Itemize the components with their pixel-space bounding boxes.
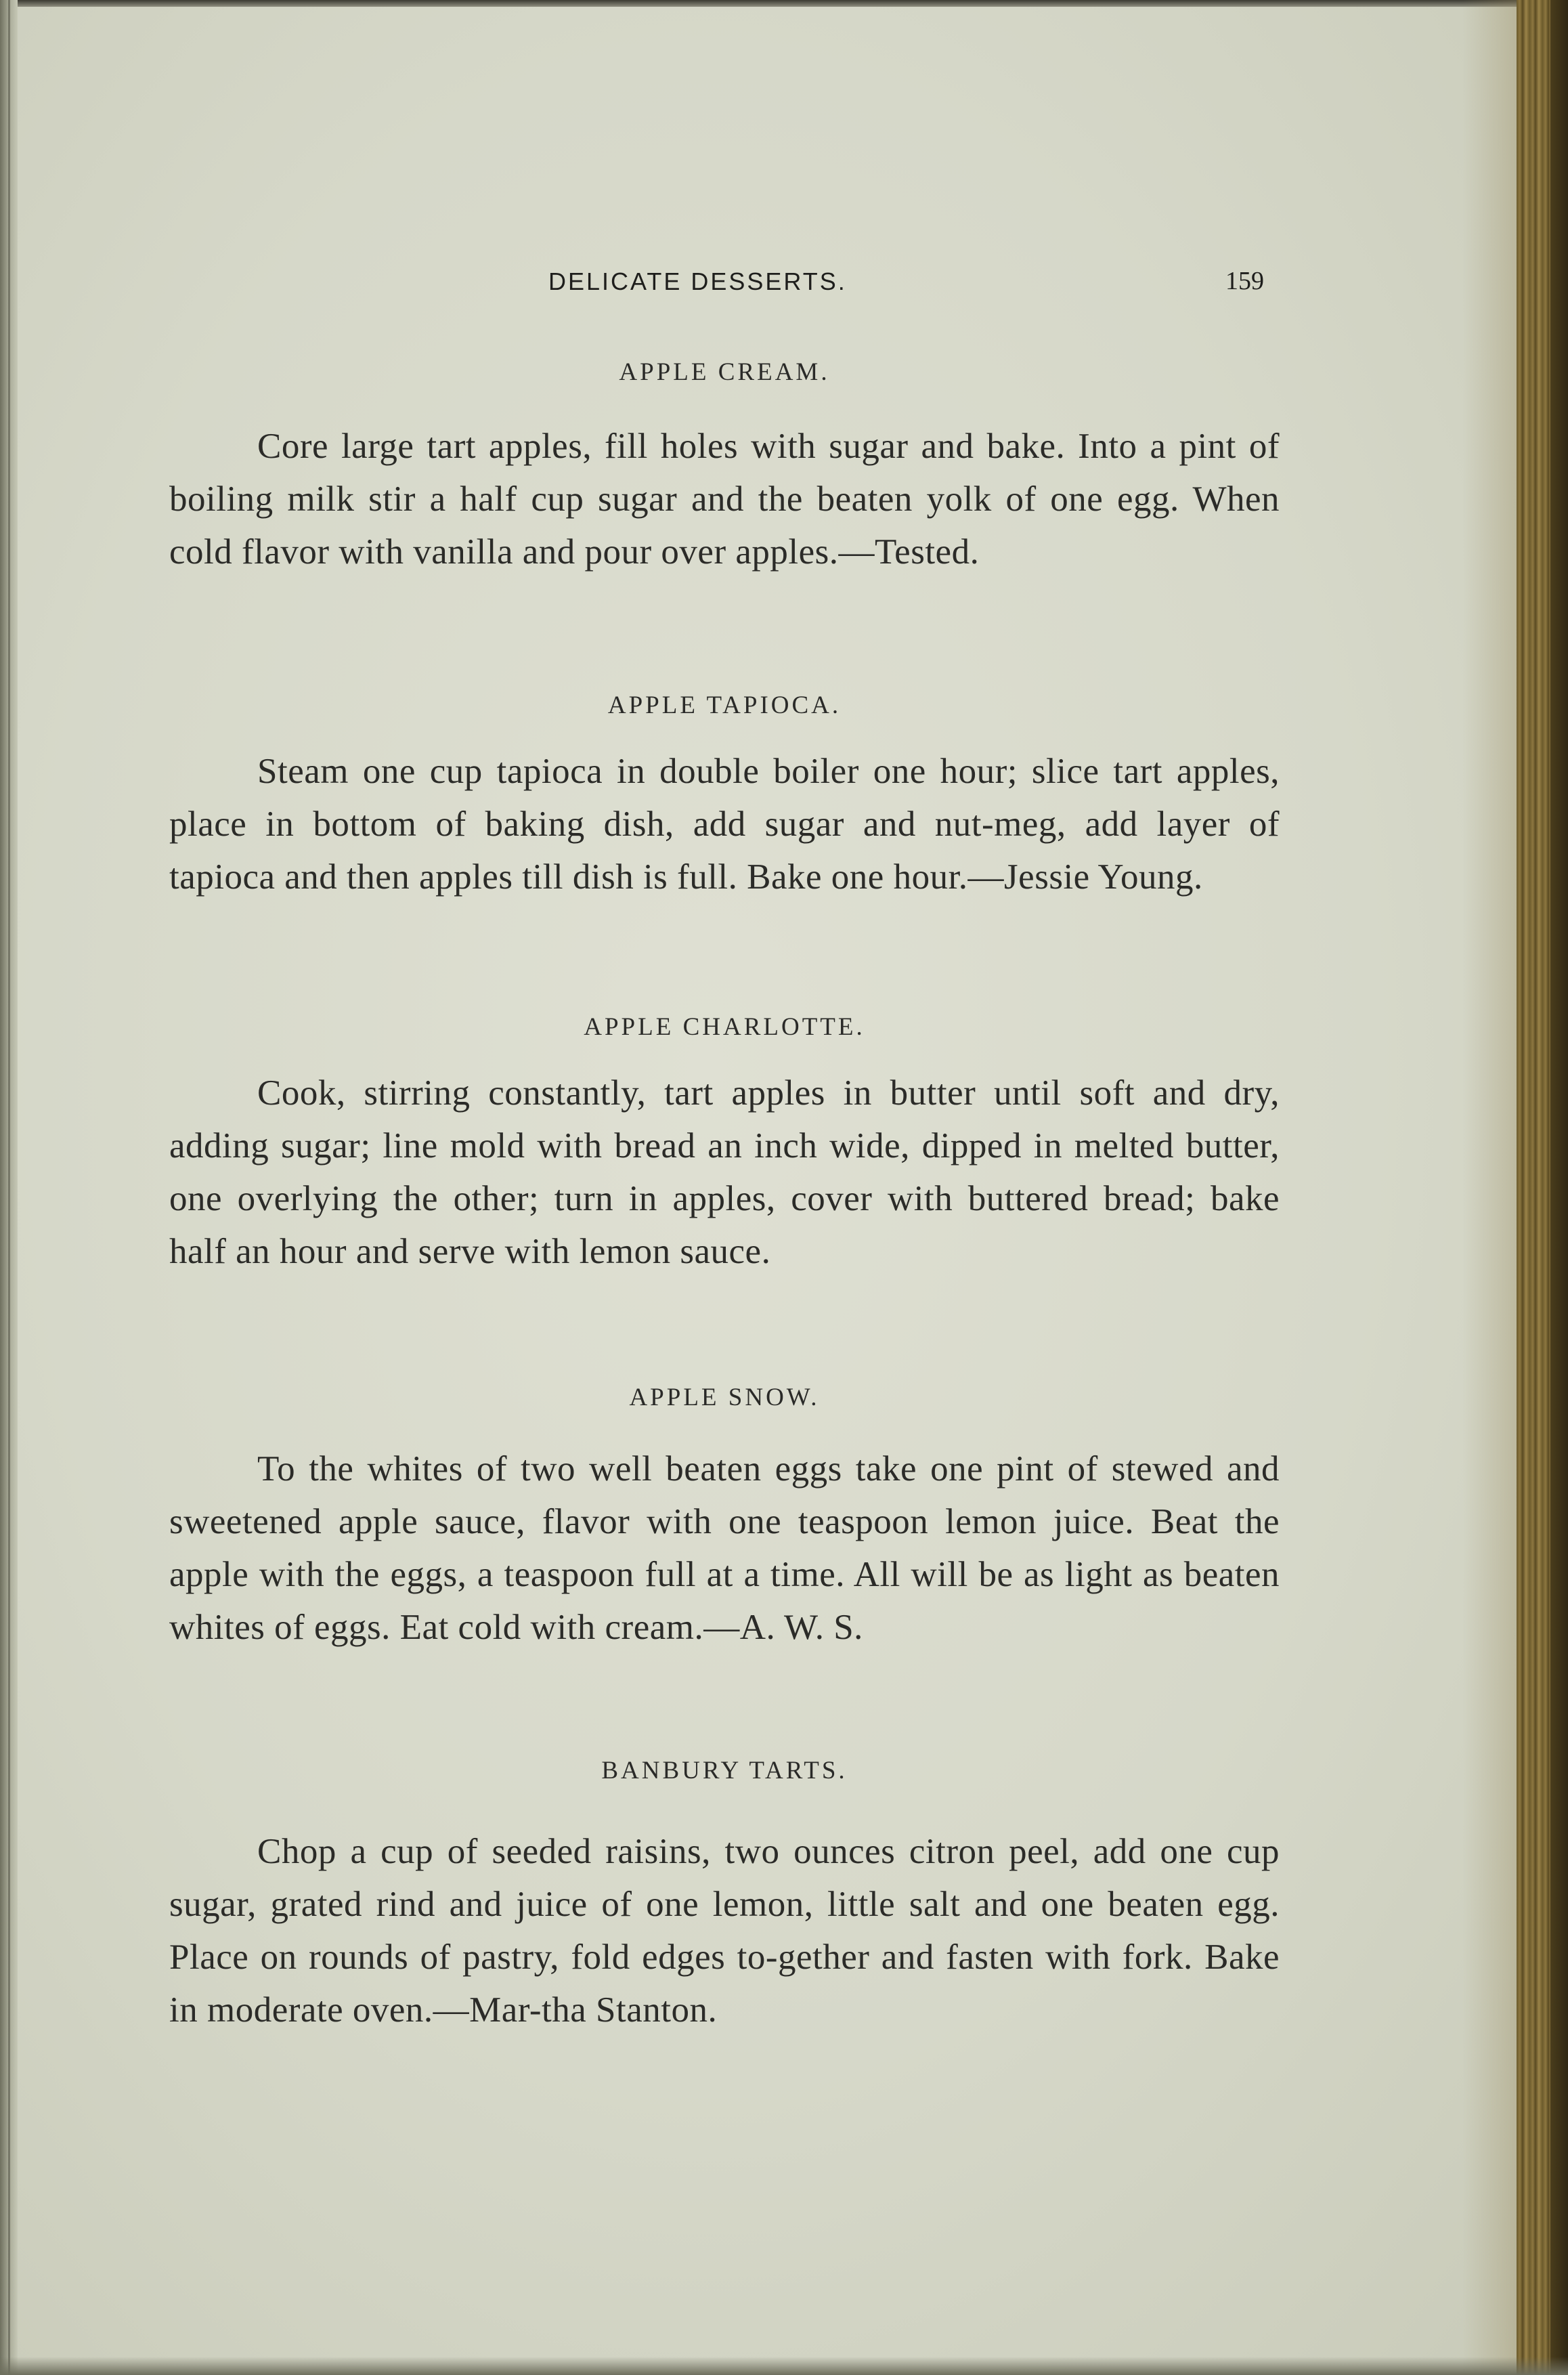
running-head: DELICATE DESSERTS. [548, 268, 847, 295]
recipe-title-apple-snow: APPLE SNOW. [629, 1384, 820, 1411]
recipe-body-banbury-tarts: Chop a cup of seeded raisins, two ounces citron peel, add one cup sugar, grated rind and juice of one lemon, little salt and one beaten egg. Place on rounds of pastry, fold edges to-gether and fasten with fork. Bake in moderate oven.—Mar-tha Stanton. [169, 1832, 1280, 2030]
page-left-binding-line [8, 0, 10, 2375]
page-number: 159 [1225, 267, 1264, 295]
page-bottom-edge [0, 2357, 1568, 2375]
recipe-title-apple-tapioca: APPLE TAPIOCA. [607, 691, 842, 719]
recipe-body-apple-snow: To the whites of two well beaten eggs take one pint of stewed and sweetened apple sauce, flavor with one teaspoon lemon juice. Beat the apple with the eggs, a teaspoon full at a time. All will be as light as beaten whites of eggs. Eat cold with cream.—A. W. S. [169, 1449, 1280, 1647]
recipe-title-apple-charlotte: APPLE CHARLOTTE. [584, 1013, 865, 1041]
page-top-edge [0, 0, 1568, 7]
book-spine-dark-edge [1550, 0, 1568, 2375]
recipe-body-apple-charlotte: Cook, stirring constantly, tart apples in butter until soft and dry, adding sugar; line mold with bread an inch wide, dipped in melted butter, one overlying the other; turn in apples, cover with buttered bread; bake half an hour and serve with lemon sauce. [169, 1073, 1280, 1271]
recipe-title-banbury-tarts: BANBURY TARTS. [601, 1757, 848, 1784]
recipe-body-apple-tapioca: Steam one cup tapioca in double boiler one hour; slice tart apples, place in bottom of baking dish, add sugar and nut-meg, add layer of tapioca and then apples till dish is full. Bake one hour.—Jessie Young. [169, 752, 1280, 897]
recipe-title-apple-cream: APPLE CREAM. [619, 358, 830, 386]
recipe-body-apple-cream: Core large tart apples, fill holes with sugar and bake. Into a pint of boiling milk stir a half cup sugar and the beaten yolk of one egg. When cold flavor with vanilla and pour over apples.—Tested. [169, 427, 1280, 572]
page-gutter-shadow [1462, 0, 1517, 2375]
